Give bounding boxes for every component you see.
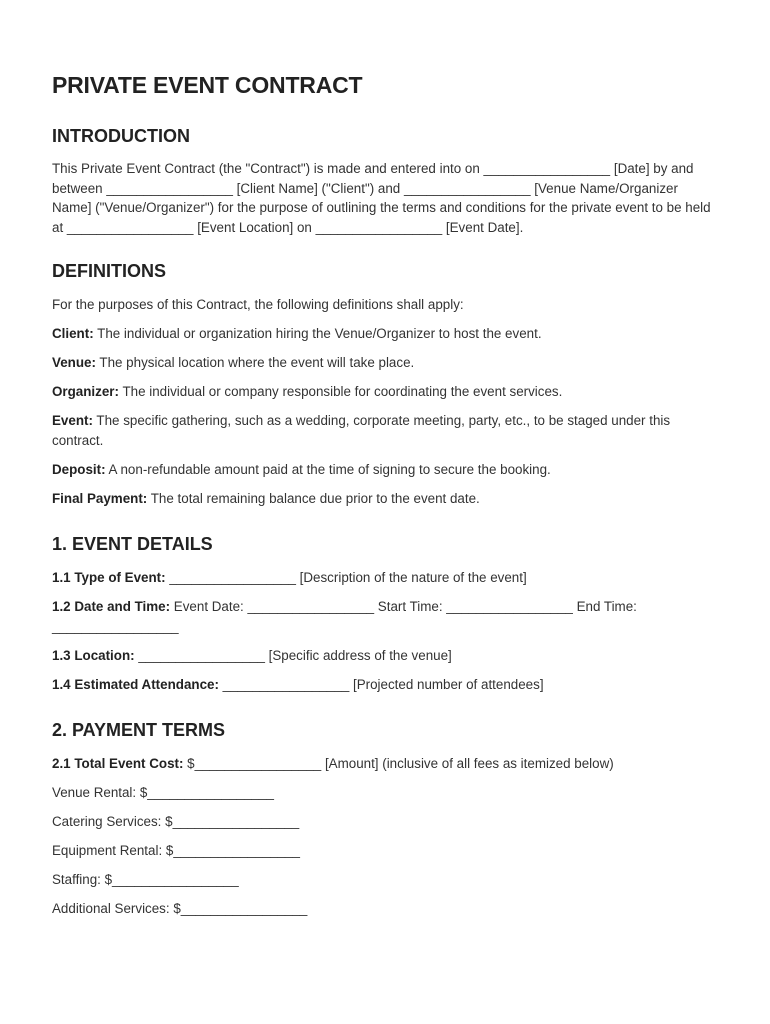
clause-text: _________________ [Description of the nature of the event] <box>165 570 527 585</box>
definition-text: A non-refundable amount paid at the time of signing to secure the booking. <box>105 461 551 477</box>
total-cost-line <box>52 754 712 774</box>
introduction-paragraph: This Private Event Contract (the "Contract") is made and entered into on _________________ [Date] by and between _________________ [Client Name] ("Client") and _________________ [Venue Name/Organizer Name] ("Venue/Organizer") for the purpose of outlining the terms and conditions for the private event to be held at _________________ [Event Location] on _________________ [Event Date]. <box>52 161 711 235</box>
clause-term: 1.2 Date and Time: <box>52 599 171 614</box>
clause-term: 2.1 Total Event Cost: <box>52 756 184 771</box>
event-date-time-line <box>52 597 712 636</box>
contract-page <box>52 72 712 919</box>
event-attendance-line <box>52 675 712 695</box>
clause-term: 1.1 Type of Event: <box>52 570 166 585</box>
clause-text: Event Date: _________________ Start Time: _________________ End Time: _________________ <box>52 599 637 634</box>
document-title: PRIVATE EVENT CONTRACT <box>52 72 363 98</box>
clause-text: $_________________ [Amount] (inclusive of all fees as itemized below) <box>183 756 614 771</box>
payment-terms-heading: 2. PAYMENT TERMS <box>52 720 226 740</box>
definition-text: The individual or company responsible for coordinating the event services. <box>118 384 563 399</box>
definition-event <box>52 411 712 450</box>
staffing-line: Staffing: $_________________ <box>52 872 239 887</box>
event-location-line <box>52 646 712 666</box>
definition-deposit <box>52 460 712 480</box>
definition-text: The individual or organization hiring the Venue/Organizer to host the event. <box>93 326 542 341</box>
clause-text: _________________ [Projected number of attendees] <box>218 676 544 692</box>
definition-final-payment <box>52 489 712 509</box>
definitions-intro: For the purposes of this Contract, the following definitions shall apply: <box>52 297 464 312</box>
definition-term: Client: <box>52 326 94 341</box>
definition-term: Event: <box>52 413 93 428</box>
definition-term: Final Payment: <box>52 490 148 506</box>
event-type-line <box>52 568 712 588</box>
definitions-heading: DEFINITIONS <box>52 261 167 281</box>
clause-term: 1.4 Estimated Attendance: <box>52 676 219 692</box>
definition-client <box>52 324 712 344</box>
event-details-heading: 1. EVENT DETAILS <box>52 534 213 554</box>
catering-services-line: Catering Services: $_________________ <box>52 814 300 829</box>
definition-term: Venue: <box>52 355 96 370</box>
venue-rental-line: Venue Rental: $_________________ <box>52 785 274 800</box>
definition-venue <box>52 353 712 373</box>
additional-services-line: Additional Services: $_________________ <box>52 901 308 916</box>
definition-term: Organizer: <box>52 384 119 399</box>
definition-text: The specific gathering, such as a wedding, corporate meeting, party, etc., to be staged under this contract. <box>52 413 671 448</box>
definition-text: The total remaining balance due prior to the event date. <box>147 490 480 506</box>
equipment-rental-line: Equipment Rental: $_________________ <box>52 843 300 858</box>
clause-text: _________________ [Specific address of the venue] <box>134 647 452 663</box>
definition-organizer <box>52 382 712 402</box>
clause-term: 1.3 Location: <box>52 647 135 663</box>
definition-text: The physical location where the event will take place. <box>95 355 415 370</box>
introduction-heading: INTRODUCTION <box>52 126 190 146</box>
definition-term: Deposit: <box>52 461 106 477</box>
